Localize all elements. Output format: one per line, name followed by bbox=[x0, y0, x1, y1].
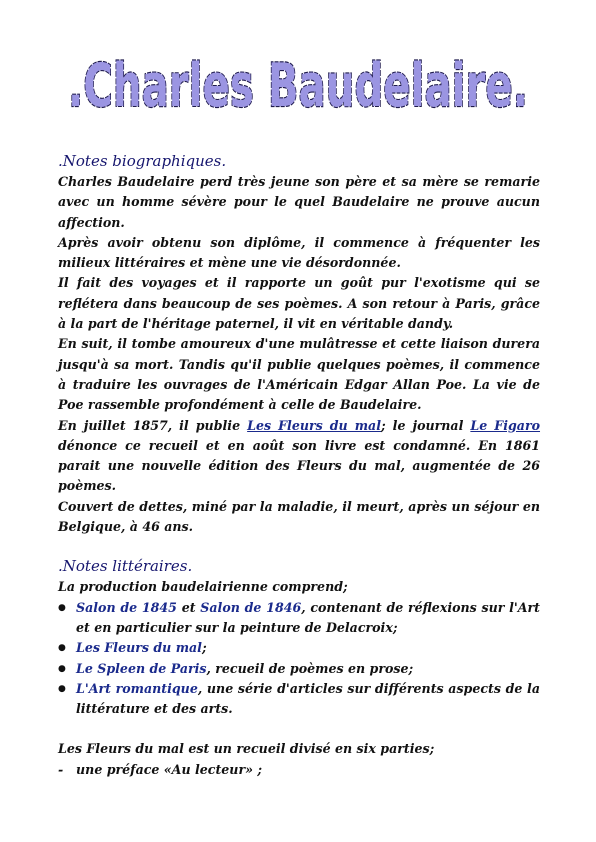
work-title: L'Art romantique bbox=[76, 680, 198, 696]
list-item bbox=[58, 679, 540, 720]
work-title: Salon de 1845 bbox=[76, 599, 177, 615]
le-figaro-link[interactable]: Le Figaro bbox=[470, 417, 541, 433]
text-run: , une série d'articles sur différents aspects de la littérature et des arts. bbox=[76, 680, 541, 717]
dash-list-item bbox=[58, 760, 540, 780]
text-run: et bbox=[176, 599, 201, 615]
list-item bbox=[58, 659, 540, 679]
list-intro: La production baudelairienne comprend; bbox=[58, 579, 348, 595]
text-run: En juillet 1857, il publie bbox=[58, 417, 248, 433]
fleurs-du-mal-link[interactable]: Les Fleurs du mal bbox=[247, 417, 382, 433]
document-body bbox=[58, 150, 540, 780]
work-title: Salon de 1846 bbox=[200, 599, 302, 615]
work-title: Les Fleurs du mal bbox=[76, 640, 202, 656]
text-run: ; bbox=[201, 640, 207, 656]
text-run: , contenant de réflexions sur l'Art et en particulier sur la peinture de Delacroix; bbox=[76, 599, 540, 635]
dash-marker: - bbox=[58, 761, 64, 777]
title-graphic bbox=[0, 44, 596, 124]
spacer bbox=[58, 719, 540, 739]
paragraph: Après avoir obtenu son diplôme, il commence à fréquenter les milieux littéraires et mène une vie désordonnée. bbox=[58, 234, 540, 271]
paragraph: En suit, il tombe amoureux d'une mulâtresse et cette liaison durera jusqu'à sa mort. Tandis qu'il publie quelques poèmes, il commence à traduire les ouvrages de l'Américain Edgar Allan Poe. La vie de Poe rassemble profondément à celle de Baudelaire. bbox=[58, 336, 540, 413]
work-title: Le Spleen de Paris bbox=[76, 660, 207, 676]
paragraph bbox=[58, 416, 540, 497]
paragraph: Charles Baudelaire perd très jeune son père et sa mère se remarie avec un homme sévère pour le quel Baudelaire ne prouve aucun affection. bbox=[58, 174, 540, 230]
section-heading-biography: .Notes biographiques. bbox=[58, 152, 227, 170]
paragraph: Couvert de dettes, miné par la maladie, il meurt, après un séjour en Belgique, à 46 ans. bbox=[58, 498, 540, 535]
list-item bbox=[58, 638, 540, 658]
text-run: ; le journal bbox=[381, 417, 471, 433]
text-run: , recueil de poèmes en prose; bbox=[206, 660, 414, 676]
title-text: .Charles Baudelaire. bbox=[68, 51, 528, 121]
text-run: dénonce ce recueil et en août son livre est condamné. En 1861 parait une nouvelle édition des Fleurs du mal, augmentée de 26 poèmes. bbox=[58, 437, 540, 494]
list-item bbox=[58, 598, 540, 639]
wordart-title bbox=[0, 44, 596, 124]
works-list bbox=[58, 598, 540, 720]
text-run: une préface «Au lecteur» ; bbox=[76, 761, 262, 777]
paragraph: Les Fleurs du mal est un recueil divisé en six parties; bbox=[58, 741, 435, 757]
paragraph: Il fait des voyages et il rapporte un goût pur l'exotisme qui se reflétera dans beaucoup de ses poèmes. A son retour à Paris, grâce à la part de l'héritage paternel, il vit en véritable dandy. bbox=[58, 275, 540, 332]
section-heading-literary: .Notes littéraires. bbox=[58, 557, 193, 576]
